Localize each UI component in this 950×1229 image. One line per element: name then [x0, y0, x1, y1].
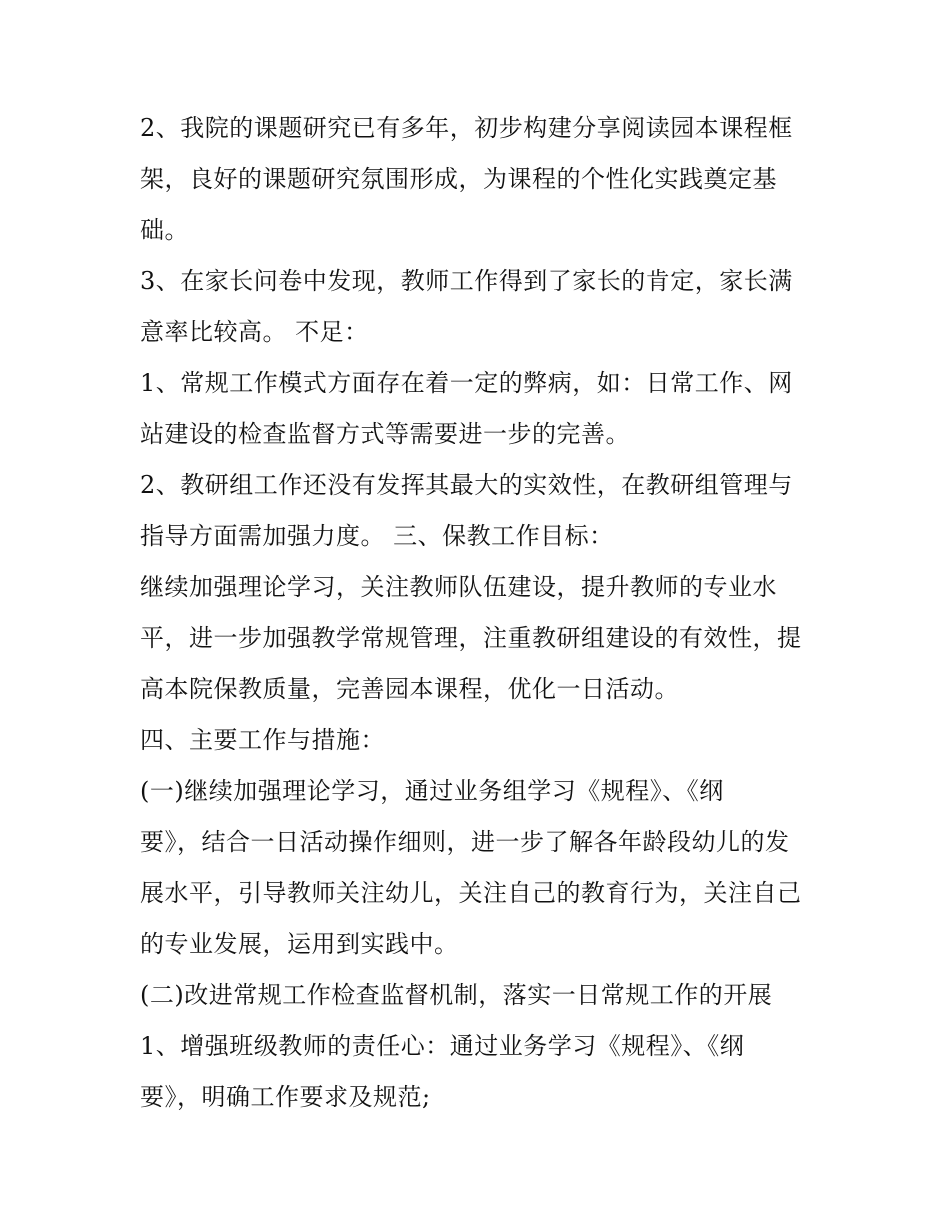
text-line: 意率比较高。 不足：: [140, 318, 369, 346]
text-line: (二)改进常规工作检查监督机制，落实一日常规工作的开展: [140, 981, 773, 1009]
text-line: 架，良好的课题研究氛围形成，为课程的个性化实践奠定基: [140, 165, 777, 193]
text-line: 指导方面需加强力度。 三、保教工作目标：: [140, 522, 614, 550]
text-line: 3、在家长问卷中发现，教师工作得到了家长的肯定，家长满: [140, 267, 793, 295]
text-line: 展水平，引导教师关注幼儿，关注自己的教育行为，关注自己: [140, 879, 802, 907]
text-line: 站建设的检查监督方式等需要进一步的完善。: [140, 420, 630, 448]
text-line: 的专业发展，运用到实践中。: [140, 930, 459, 958]
text-line: 2、教研组工作还没有发挥其最大的实效性，在教研组管理与: [140, 471, 793, 499]
text-line: 础。: [140, 216, 189, 244]
text-line: 平，进一步加强教学常规管理，注重教研组建设的有效性，提: [140, 624, 802, 652]
text-line: 要》，结合一日活动操作细则，进一步了解各年龄段幼儿的发: [140, 828, 790, 856]
document-body: [140, 103, 820, 1123]
text-line: 高本院保教质量，完善园本课程，优化一日活动。: [140, 675, 679, 703]
text-line: 1、增强班级教师的责任心：通过业务学习《规程》、《纲: [140, 1032, 745, 1060]
text-line: 继续加强理论学习，关注教师队伍建设，提升教师的专业水: [140, 573, 777, 601]
text-line: (一)继续加强理论学习，通过业务组学习《规程》、《纲: [140, 777, 724, 805]
text-line: 要》，明确工作要求及规范;: [140, 1083, 431, 1111]
text-line: 四、主要工作与措施：: [140, 726, 385, 754]
text-line: 1、常规工作模式方面存在着一定的弊病，如：日常工作、网: [140, 369, 793, 397]
text-line: 2、我院的课题研究已有多年，初步构建分享阅读园本课程框: [140, 114, 793, 142]
